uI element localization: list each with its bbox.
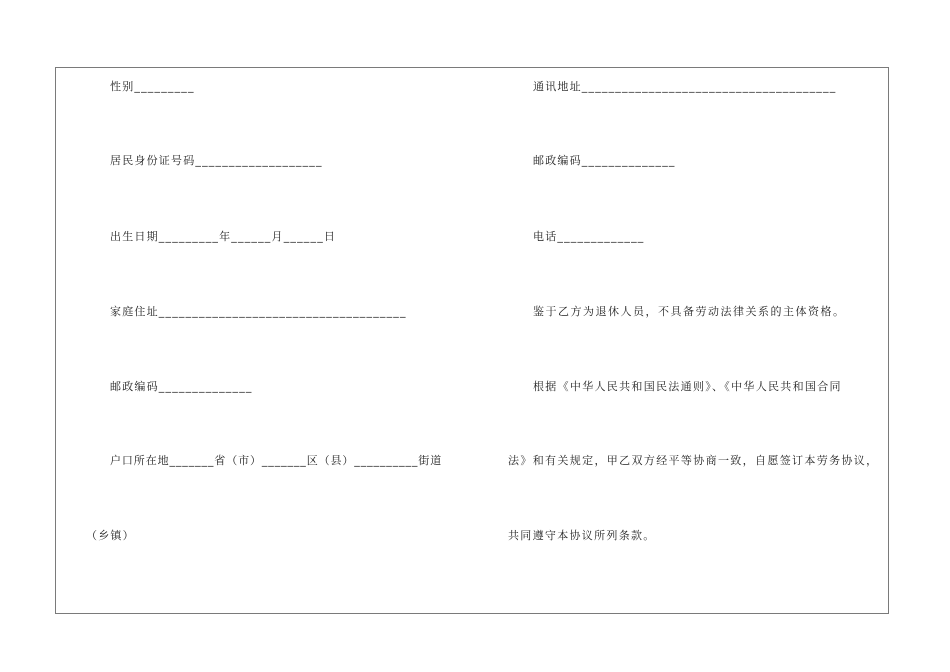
postal-code-field-left: 邮政编码______________ — [110, 380, 253, 393]
agreement-paragraph-2-line-2: 法》和有关规定，甲乙双方经平等协商一致，自愿签订本劳务协议， — [508, 454, 879, 467]
phone-field: 电话_____________ — [533, 230, 645, 243]
agreement-paragraph-2-line-1: 根据《中华人民共和国民法通则》、《中华人民共和国合同 — [533, 380, 842, 393]
birth-date-field: 出生日期_________年______月______日 — [110, 230, 337, 243]
agreement-paragraph-2-line-3: 共同遵守本协议所列条款。 — [508, 529, 656, 542]
agreement-paragraph-1: 鉴于乙方为退休人员，不具备劳动法律关系的主体资格。 — [533, 305, 846, 318]
home-address-field: 家庭住址_____________________________________ — [110, 305, 407, 318]
postal-code-field-right: 邮政编码______________ — [533, 154, 676, 167]
township-label: （乡镇） — [86, 529, 135, 542]
mailing-address-field: 通讯地址______________________________________ — [533, 80, 837, 93]
gender-field: 性别_________ — [110, 80, 195, 93]
id-number-field: 居民身份证号码___________________ — [110, 154, 323, 167]
document-frame — [55, 67, 889, 614]
household-registration-field: 户口所在地_______省（市）_______区（县）__________街道 — [110, 454, 443, 467]
